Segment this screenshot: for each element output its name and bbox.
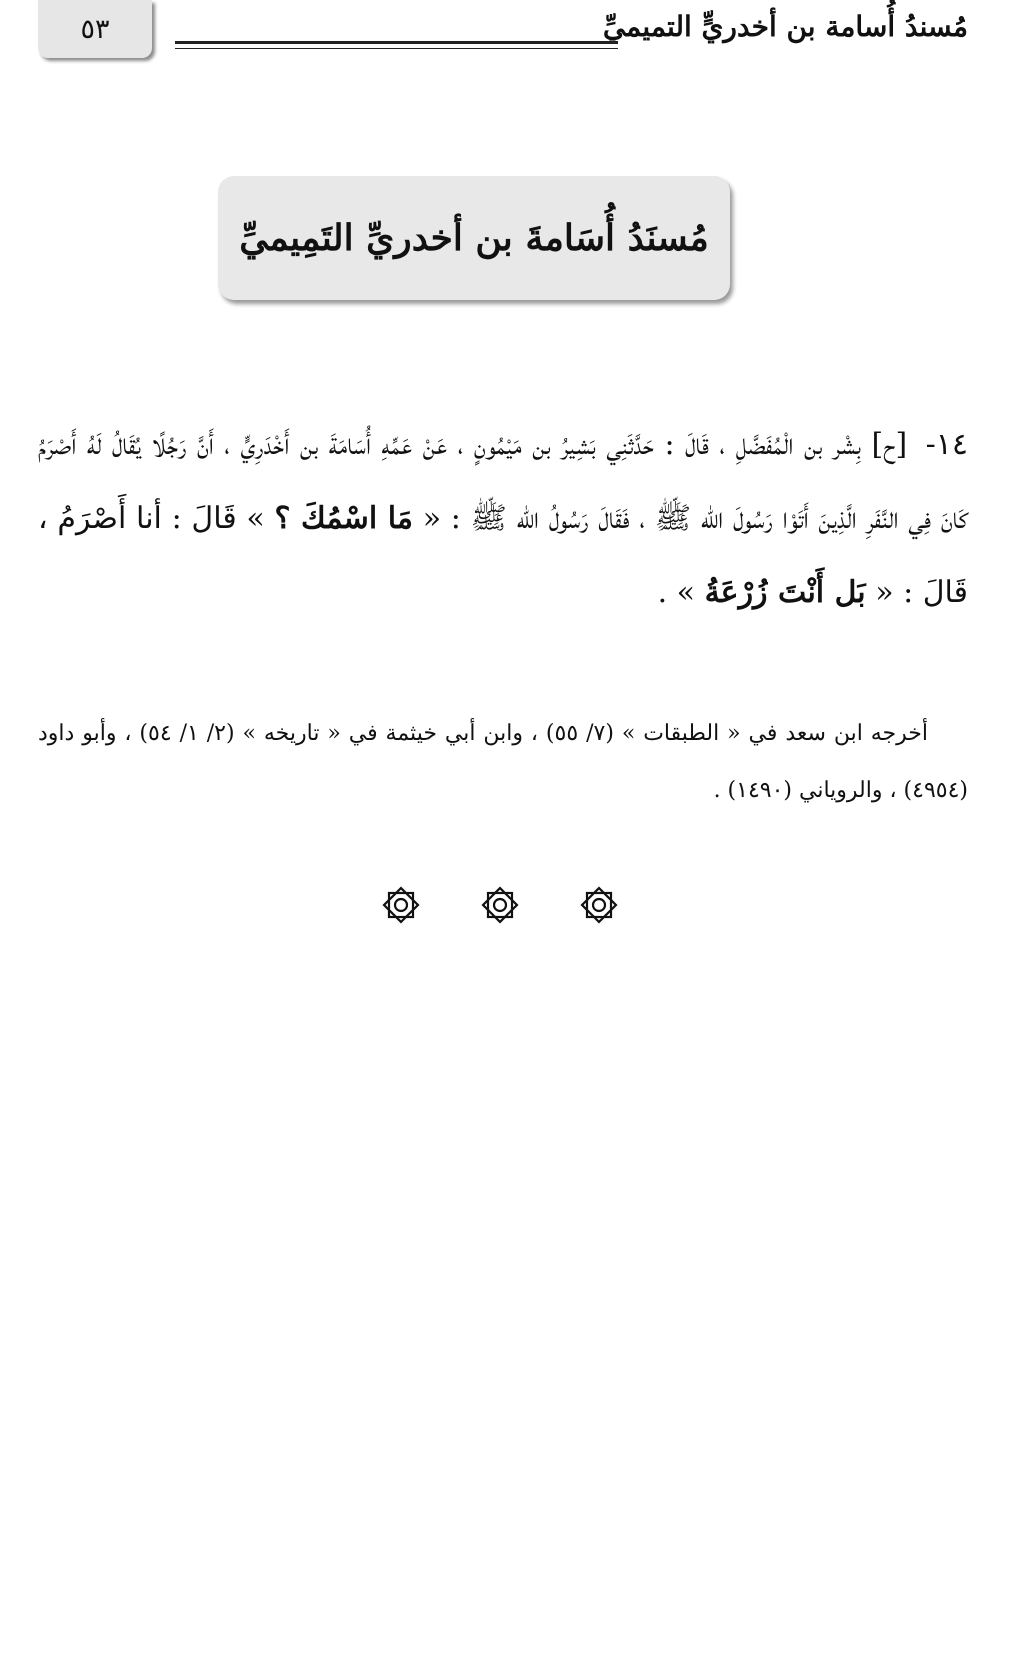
hadith-number: ١٤- (925, 427, 968, 462)
page-number (38, 0, 152, 58)
eight-point-star-icon (380, 884, 422, 926)
hadith-text-end: » . (657, 575, 696, 610)
hadith-text-part2: » قَالَ : أنا أَصْرَمُ ، قَالَ : « (38, 501, 968, 610)
takhrij-text: أخرجه ابن سعد في « الطبقات » (٧/ ٥٥) ، وابن أبي خيثمة في « تاريخه » (٢/ ١/ ٥٤) ، وأبو داود (٤٩٥٤) ، والروياني (١٤٩٠) . (38, 721, 968, 803)
header-rule (175, 41, 618, 44)
prophet-answer: بَل أَنْتَ زُرْعَةُ (704, 575, 866, 610)
eight-point-star-icon (578, 884, 620, 926)
section-end-ornaments (380, 880, 620, 930)
page-number-text: ٥٣ (80, 13, 110, 45)
running-header-title: مُسندُ أُسامة بن أخدريٍّ التميميِّ (602, 10, 968, 43)
section-title: مُسنَدُ أُسَامةَ بن أخدريِّ التَمِيميِّ (239, 217, 709, 259)
hadith-text (38, 408, 968, 630)
takhrij-footnote (38, 705, 968, 819)
prophet-question: مَا اسْمُكَ ؟ (274, 501, 413, 536)
eight-point-star-icon (479, 884, 521, 926)
header-rule-thin (175, 48, 618, 49)
hadith-text-part1: [ح] بِشْر بن الْمُفَضَّلِ ، قَالَ : حَدَّثَنِي بَشِيرُ بن مَيْمُونٍ ، عَنْ عَمِّهِ أُسَامَةَ بن أَخْدَرِيٍّ ، أَنَّ رَجُلًا يُقَالُ لَهُ أَصْرَمُ كَانَ فِي النَّفَرِ الَّذِينَ أَتَوْا رَسُولَ الله ﷺ ، فَقَالَ رَسُولُ الله ﷺ : « (38, 427, 968, 536)
section-title-box (218, 176, 730, 300)
